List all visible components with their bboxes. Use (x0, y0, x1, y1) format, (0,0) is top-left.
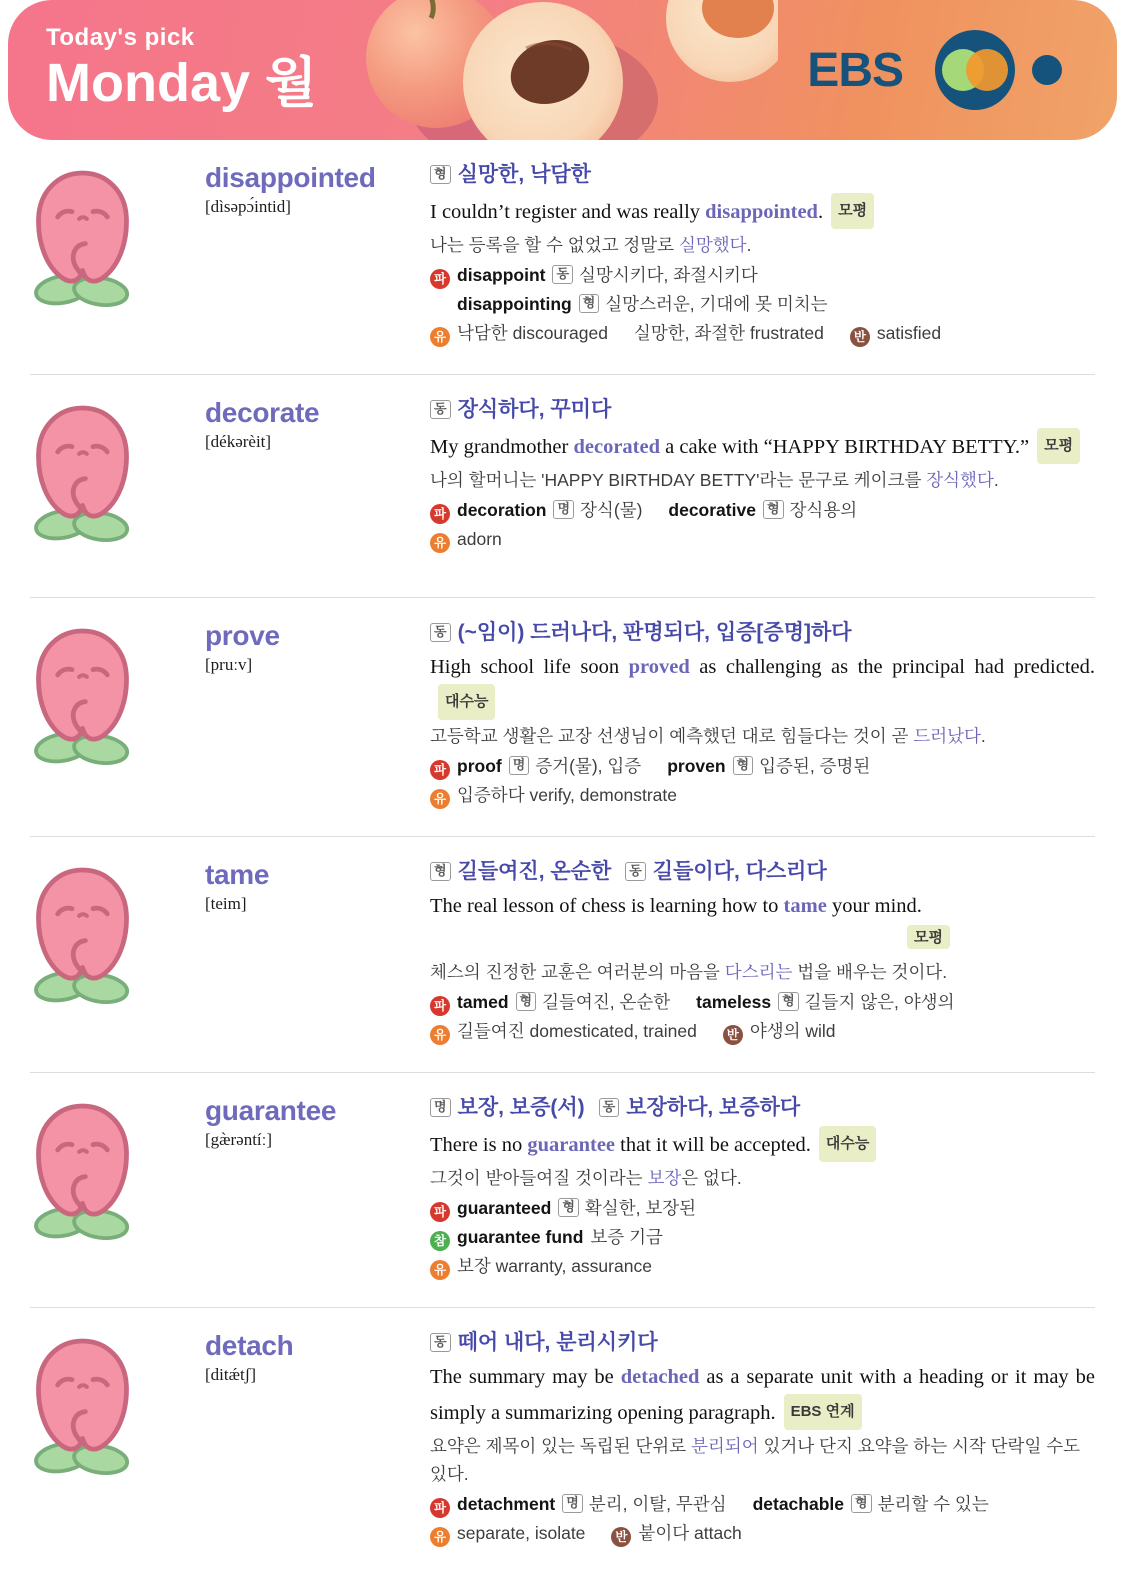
translation-keyword: 보장 (647, 1168, 682, 1188)
translation-keyword: 드러났다 (913, 726, 981, 746)
synonym-badge: 유 (430, 1260, 450, 1280)
definition-text: 보장하다, 보증하다 (626, 1096, 801, 1119)
related-word-meaning: satisfied (876, 323, 942, 343)
pos-badge: 명 (562, 1494, 583, 1513)
pos-badge: 동 (430, 1333, 451, 1352)
peach-mascot-icon (30, 620, 135, 768)
headword: decorate (205, 397, 320, 428)
derivative-badge: 파 (430, 269, 450, 289)
example-keyword: decorated (573, 436, 661, 458)
translation-text: 은 없다. (681, 1168, 742, 1188)
translation (430, 466, 1095, 494)
translation-text: . (746, 235, 752, 255)
example-text: The real lesson of chess is learning how to (430, 895, 784, 917)
definition-line (430, 162, 1095, 188)
pos-badge: 동 (599, 1098, 620, 1117)
related-words-row (430, 1223, 1095, 1252)
headword: prove (205, 620, 280, 651)
related-words-row (430, 781, 1095, 810)
translation (430, 1164, 1095, 1192)
related-word-meaning: 분리, 이탈, 무관심 (588, 1494, 727, 1514)
peach-mascot (30, 1330, 135, 1574)
translation-text: 나의 할머니는 'HAPPY BIRTHDAY BETTY'라는 문구로 케이크를 (430, 470, 927, 490)
antonym-badge: 반 (611, 1527, 631, 1547)
translation-text: . (993, 470, 999, 490)
derivative-badge: 파 (430, 504, 450, 524)
related-word-meaning: 길들여진, 온순한 (542, 992, 671, 1012)
related-words-row (430, 496, 1095, 525)
related-words-row (430, 752, 1095, 781)
translation (430, 1432, 1095, 1488)
peach-mascot-icon (30, 397, 135, 545)
example-sentence (430, 651, 1095, 720)
translation-keyword: 실망했다 (678, 235, 747, 255)
pos-badge: 형 (579, 294, 600, 313)
definition-text: 실망한, 낙담한 (457, 163, 591, 186)
synonym-badge: 유 (430, 533, 450, 553)
source-badge: 대수능 (438, 684, 495, 720)
word-column (135, 620, 430, 836)
related-word-meaning: 분리할 수 있는 (877, 1494, 989, 1514)
related-word-meaning: 확실한, 보장된 (584, 1198, 697, 1218)
peach-mascot (30, 859, 135, 1072)
ebs-logo-mark-icon (917, 26, 1069, 114)
related-words-row (430, 261, 1095, 290)
example-sentence (430, 1126, 1095, 1162)
peach-mascot (30, 620, 135, 836)
translation-text: 요약은 제목이 있는 독립된 단위로 (430, 1436, 691, 1456)
related-word: proven (667, 756, 726, 776)
vocab-entry (30, 140, 1095, 374)
translation-text: 법을 배우는 것이다. (792, 962, 948, 982)
peach-mascot-icon (30, 1330, 135, 1478)
related-word-meaning: adorn (457, 529, 502, 549)
translation-text: 고등학교 생활은 교장 선생님이 예측했던 대로 힘들다는 것이 곧 (430, 726, 914, 746)
translation-text: 있거나 단지 요약을 하는 시작 단락일 수도 있다. (430, 1436, 1081, 1484)
related-word-meaning: 낙담한 discouraged (457, 323, 608, 343)
related-word-meaning: 길들여진 domesticated, trained (457, 1021, 697, 1041)
source-badge: 모평 (907, 925, 950, 949)
pos-badge: 동 (552, 265, 573, 284)
source-badge-line (430, 925, 1095, 950)
related-word-meaning: 보증 기금 (590, 1227, 663, 1247)
definition-column (430, 859, 1095, 1072)
pos-badge: 형 (558, 1198, 579, 1217)
related-word-meaning: 보장 warranty, assurance (457, 1256, 652, 1276)
related-word-meaning: 입증하다 verify, demonstrate (457, 785, 677, 805)
word-column (135, 1330, 430, 1574)
definition-text: 길들여진, 온순한 (457, 860, 612, 883)
translation (430, 958, 1095, 986)
related-word: guarantee fund (457, 1227, 584, 1247)
pos-badge: 명 (430, 1098, 451, 1117)
example-sentence (430, 428, 1095, 464)
example-text: High school life soon (430, 656, 629, 678)
example-text: as a separate unit with a heading or it may be simply a summarizing opening paragraph. (430, 1366, 1096, 1424)
vocab-entry (30, 374, 1095, 597)
synonym-badge: 유 (430, 1527, 450, 1547)
vocab-entry (30, 1307, 1095, 1574)
related-word-meaning: 입증된, 증명된 (759, 756, 871, 776)
definition-column (430, 1330, 1095, 1574)
peach-mascot (30, 397, 135, 597)
pos-badge: 형 (763, 500, 784, 519)
related-words-row (430, 988, 1095, 1017)
translation-keyword: 장식했다 (926, 470, 994, 490)
peach-mascot-icon (30, 1095, 135, 1243)
related-words-row (430, 319, 1095, 348)
definition-group (430, 1096, 585, 1119)
ebs-logo (807, 26, 1069, 114)
pronunciation: [dékərèit] (205, 432, 272, 451)
pos-badge: 형 (430, 165, 451, 184)
derivative-badge: 파 (430, 760, 450, 780)
vocab-entry (30, 597, 1095, 836)
related-word: decorative (668, 500, 756, 520)
definition-line (430, 1095, 1095, 1121)
related-word-meaning: 실망시키다, 좌절시키다 (579, 265, 758, 285)
pos-badge: 형 (733, 756, 754, 775)
peach-mascot-icon (30, 162, 135, 310)
related-words-row (430, 1017, 1095, 1046)
related-word: tameless (696, 992, 772, 1012)
translation-text: . (980, 726, 986, 746)
source-badge: 대수능 (819, 1126, 876, 1162)
translation (430, 722, 1095, 750)
definition-line (430, 620, 1095, 646)
related-word: disappoint (457, 265, 546, 285)
definition-group (625, 860, 827, 883)
derivative-badge: 파 (430, 1498, 450, 1518)
related-word: guaranteed (457, 1198, 552, 1218)
definition-text: 떼어 내다, 분리시키다 (457, 1331, 658, 1354)
related-word: tamed (457, 992, 509, 1012)
source-badge: EBS 연계 (784, 1394, 862, 1430)
header-peach-art (358, 0, 778, 140)
ebs-logo-text: EBS (807, 43, 903, 97)
related-word-meaning: 장식(물) (580, 500, 643, 520)
related-words-row (430, 1252, 1095, 1281)
related-words-row (430, 525, 1095, 554)
translation-text: 나는 등록을 할 수 없었고 정말로 (430, 235, 679, 255)
related-word: disappointing (457, 294, 572, 314)
todays-pick-label: Today's pick (46, 24, 195, 51)
related-word-meaning: 실망스러운, 기대에 못 미치는 (605, 294, 828, 314)
definition-line (430, 859, 1095, 885)
related-words-row (430, 1490, 1095, 1519)
derivative-badge: 파 (430, 1202, 450, 1222)
definition-text: 길들이다, 다스리다 (652, 860, 827, 883)
example-text: The summary may be (430, 1366, 621, 1388)
source-badge: 모평 (1037, 428, 1080, 464)
source-badge: 모평 (831, 193, 874, 229)
related-word-meaning: 실망한, 좌절한 frustrated (633, 323, 824, 343)
related-word-meaning: 길들지 않은, 야생의 (804, 992, 955, 1012)
example-text: . (817, 201, 824, 223)
pos-badge: 형 (430, 862, 451, 881)
example-text: as challenging as the principal had predicted. (689, 656, 1095, 678)
derivative-badge: 파 (430, 996, 450, 1016)
definition-text: 장식하다, 꾸미다 (457, 398, 612, 421)
translation (430, 231, 1095, 259)
definition-column (430, 397, 1095, 597)
synonym-badge: 유 (430, 789, 450, 809)
related-word-meaning: separate, isolate (457, 1523, 586, 1543)
definition-line (430, 397, 1095, 423)
definition-column (430, 162, 1095, 374)
word-column (135, 397, 430, 597)
related-word-meaning: 야생의 wild (749, 1021, 836, 1041)
pos-badge: 명 (553, 500, 574, 519)
pronunciation: [dìsəpɔ́intid] (205, 197, 291, 216)
translation-text: 체스의 진정한 교훈은 여러분의 마음을 (430, 962, 725, 982)
peach-mascot-icon (30, 859, 135, 1007)
translation-keyword: 분리되어 (690, 1436, 759, 1456)
example-keyword: proved (628, 656, 690, 678)
example-sentence (430, 1361, 1095, 1430)
antonym-badge: 반 (850, 327, 870, 347)
example-keyword: detached (620, 1366, 700, 1388)
example-keyword: disappointed (705, 201, 818, 223)
headword: disappointed (205, 162, 376, 193)
related-word-meaning: 증거(물), 입증 (535, 756, 642, 776)
example-text: your mind. (826, 895, 922, 917)
example-text: that it will be accepted. (615, 1134, 811, 1156)
related-word: detachable (752, 1494, 845, 1514)
example-sentence (430, 890, 1095, 923)
related-word: decoration (457, 500, 547, 520)
definition-line (430, 1330, 1095, 1356)
definition-group (430, 621, 852, 644)
word-column (135, 859, 430, 1072)
example-keyword: tame (783, 895, 827, 917)
reference-badge: 참 (430, 1231, 450, 1251)
example-text: I couldn’t register and was really (430, 201, 706, 223)
pos-badge: 동 (625, 862, 646, 881)
related-word: detachment (457, 1494, 556, 1514)
example-text: My grandmother (430, 436, 574, 458)
headword: detach (205, 1330, 294, 1361)
related-words-row (430, 1519, 1095, 1548)
synonym-badge: 유 (430, 327, 450, 347)
pos-badge: 형 (516, 992, 537, 1011)
antonym-badge: 반 (723, 1025, 743, 1045)
word-column (135, 1095, 430, 1307)
day-title: Monday 월 (46, 53, 318, 113)
example-text: a cake with “HAPPY BIRTHDAY BETTY.” (660, 436, 1030, 458)
related-word: proof (457, 756, 502, 776)
pos-badge: 형 (851, 1494, 872, 1513)
pos-badge: 동 (430, 400, 451, 419)
example-text: There is no (430, 1134, 528, 1156)
pos-badge: 형 (778, 992, 799, 1011)
pronunciation: [gæ̀rəntíː] (205, 1130, 273, 1149)
peach-mascot (30, 1095, 135, 1307)
vocab-entry-list (0, 140, 1125, 1574)
example-keyword: guarantee (527, 1134, 616, 1156)
definition-group (430, 1331, 658, 1354)
header-banner (8, 0, 1117, 140)
definition-column (430, 1095, 1095, 1307)
headword: tame (205, 859, 270, 890)
word-column (135, 162, 430, 374)
related-word-meaning: 붙이다 attach (638, 1523, 742, 1543)
definition-text: (~임이) 드러나다, 판명되다, 입증[증명]하다 (457, 621, 852, 644)
related-words-row (430, 1194, 1095, 1223)
definition-group (430, 163, 591, 186)
pos-badge: 동 (430, 623, 451, 642)
related-word-meaning: 장식용의 (789, 500, 858, 520)
vocab-entry (30, 836, 1095, 1072)
headword: guarantee (205, 1095, 337, 1126)
synonym-badge: 유 (430, 1025, 450, 1045)
vocab-entry (30, 1072, 1095, 1307)
translation-keyword: 다스리는 (724, 962, 793, 982)
peach-mascot (30, 162, 135, 374)
example-sentence (430, 193, 1095, 229)
translation-text: 그것이 받아들여질 것이라는 (430, 1168, 648, 1188)
definition-column (430, 620, 1095, 836)
pos-badge: 명 (509, 756, 530, 775)
definition-group (599, 1096, 801, 1119)
pronunciation: [ditǽtʃ] (205, 1365, 256, 1384)
definition-group (430, 860, 611, 883)
definition-group (430, 398, 611, 421)
related-words-row (430, 290, 1095, 319)
pronunciation: [pruːv] (205, 655, 253, 674)
definition-text: 보장, 보증(서) (457, 1096, 585, 1119)
pronunciation: [teim] (205, 894, 247, 913)
